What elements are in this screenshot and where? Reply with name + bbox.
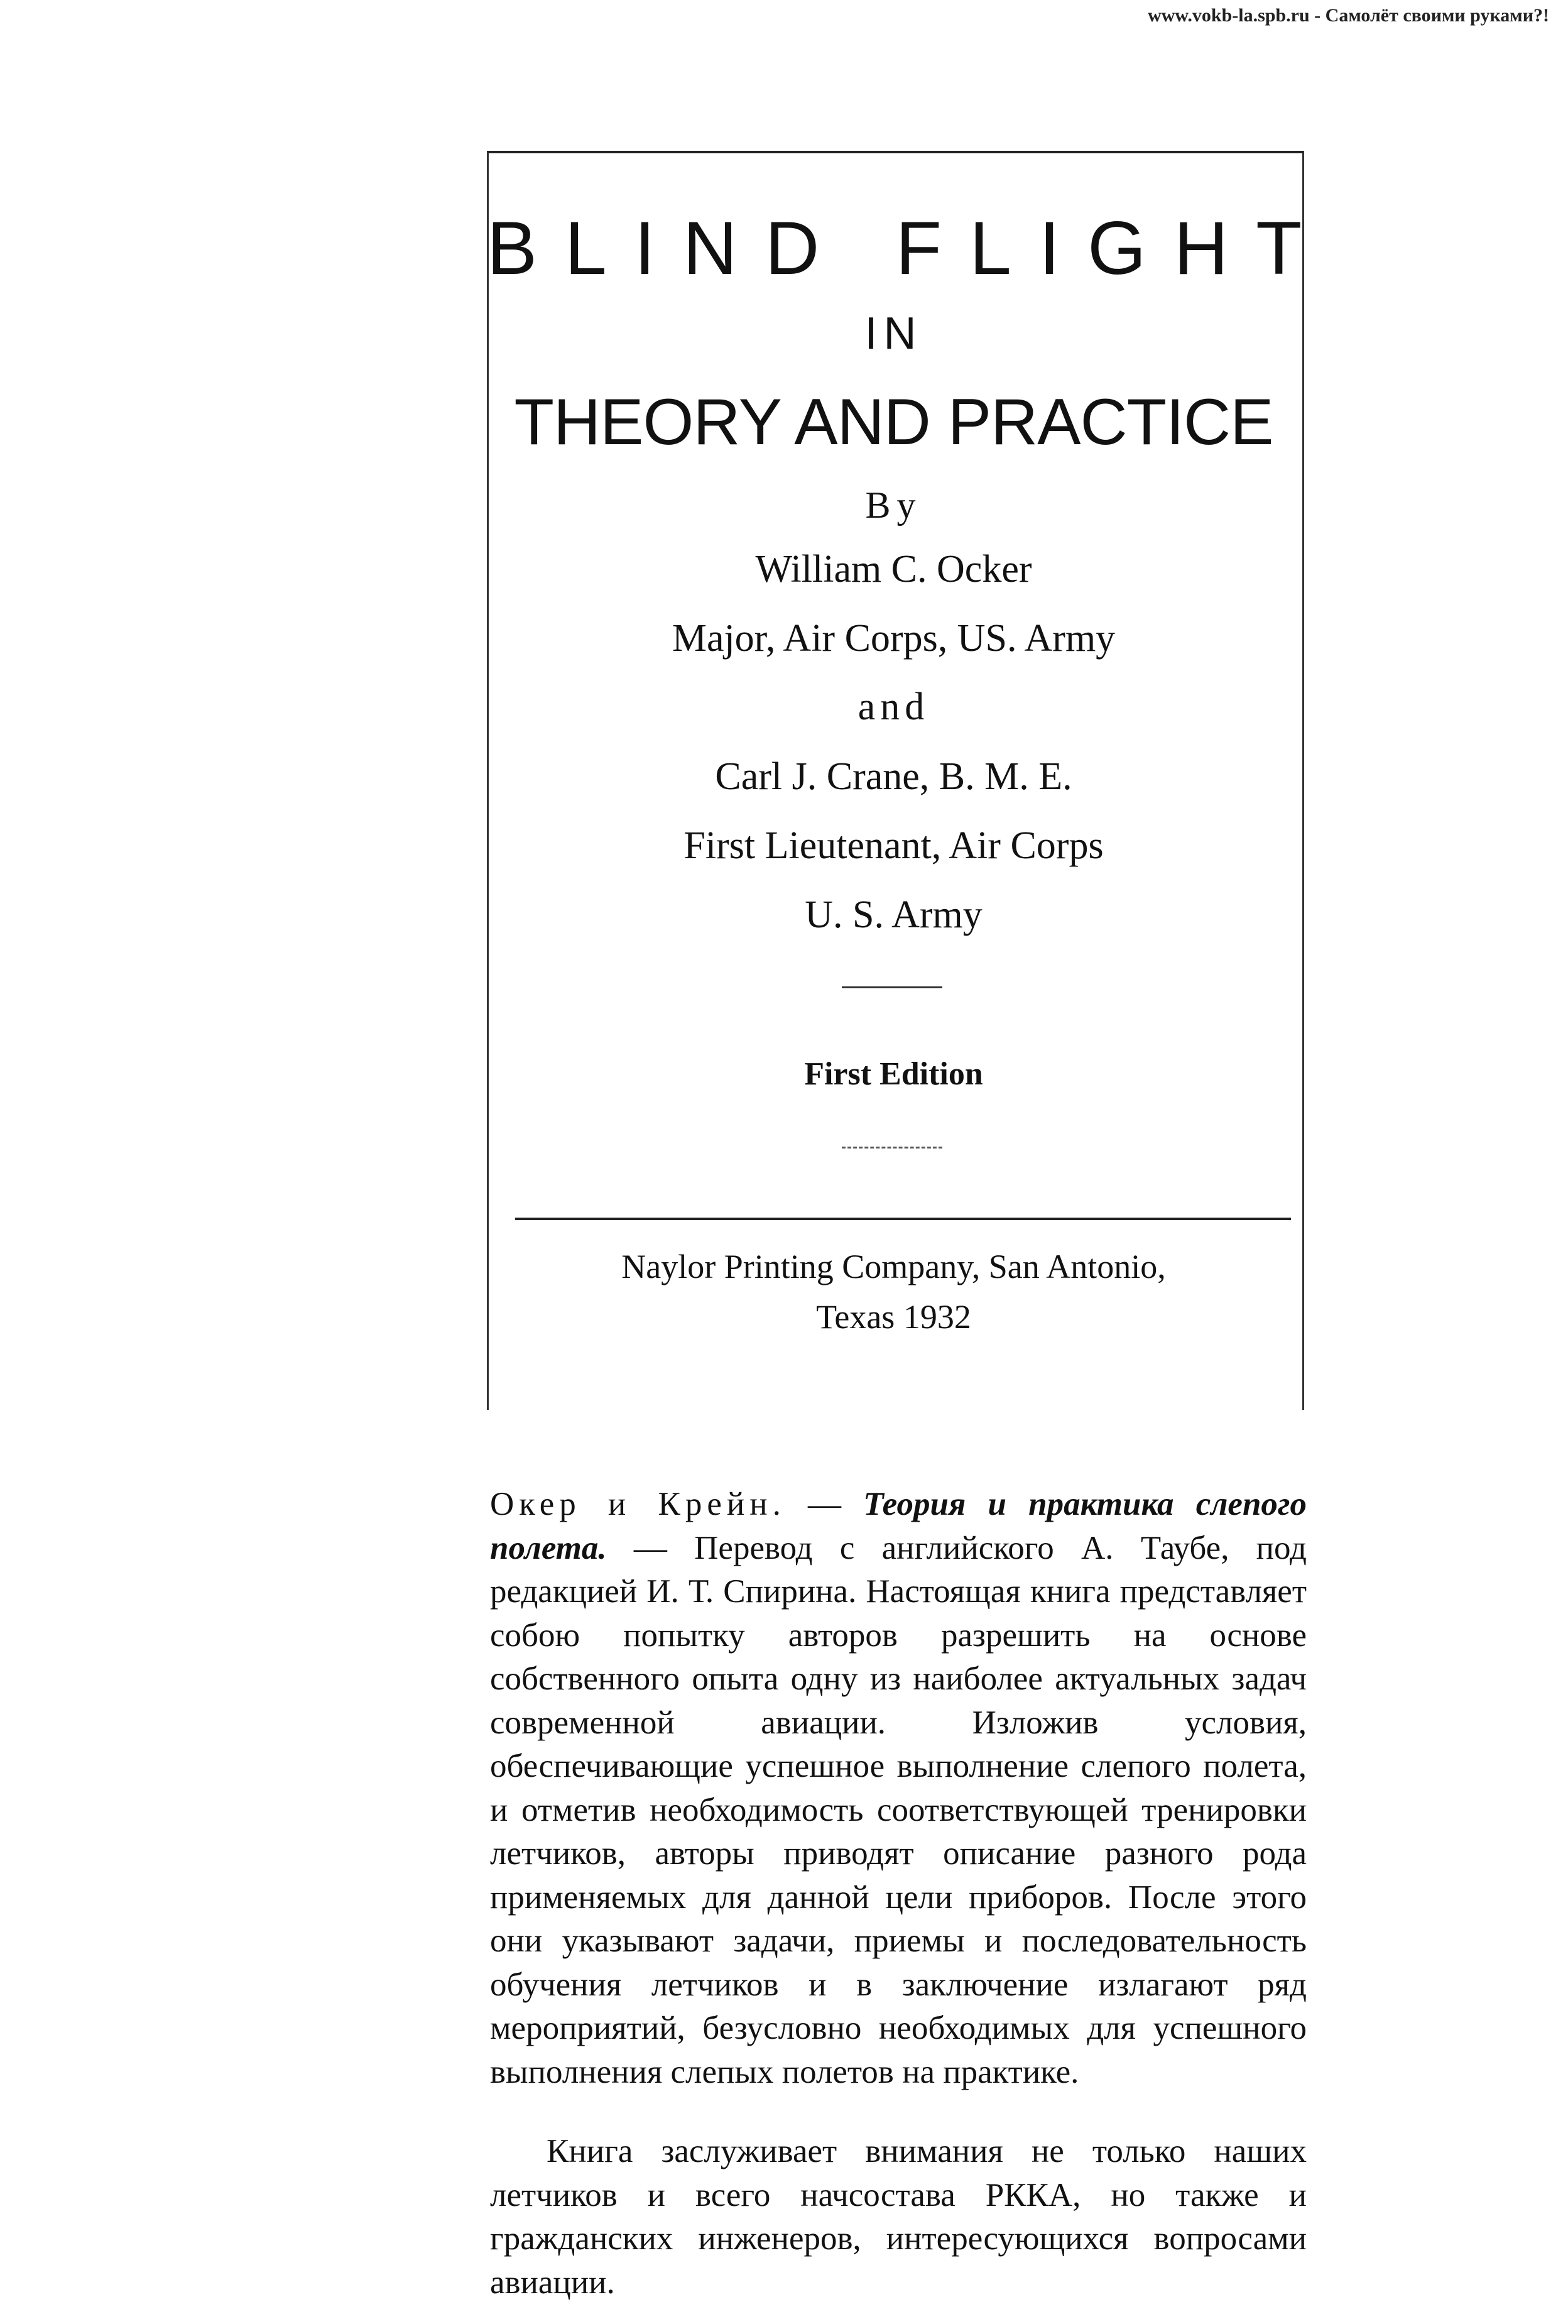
author2-name: Carl J. Crane, B. M. E.	[715, 755, 1072, 798]
and-label: and	[858, 685, 930, 728]
annotation-body: — Перевод с английского А. Таубе, под редакцией И. Т. Спирина. Настоящая книга представляет собою попытку авторов разрешить на основе собственного опыта одну из наиболее актуальных задач современной авиации. Изложив условия, обеспечивающие успешное выполнение слепого полета, и отметив необходимость соответствующей тренировки летчиков, авторы приводят описание разного рода применяемых для данной цели приборов. После этого они указывают задачи, приемы и последовательность обучения летчиков и в заключение излагают ряд мероприятий, безусловно необходимых для успешного выполнения слепых полетов на практике.	[490, 1529, 1307, 2090]
annotation-dash: —	[785, 1486, 864, 1522]
author2-rank: First Lieutenant, Air Corps	[683, 824, 1104, 867]
book-title-line3: THEORY AND PRACTICE	[514, 386, 1273, 459]
author1-rank: Major, Air Corps, US. Army	[672, 617, 1116, 660]
by-label: By	[865, 484, 922, 526]
author1-name: William C. Ocker	[755, 548, 1032, 591]
book-title-line1: BLIND FLIGHT	[487, 206, 1330, 290]
annotation-book-title: Теория и практика слепого полета.	[490, 1486, 1307, 1566]
annotation-authors: Окер и Крейн.	[490, 1486, 786, 1522]
publisher-line2: Texas 1932	[816, 1298, 971, 1336]
publisher-rule	[515, 1218, 1291, 1220]
author2-unit: U. S. Army	[805, 893, 983, 936]
annotation-paragraph	[490, 1483, 1307, 2094]
annotation-paragraph-2: Книга заслуживает внимания не только наших летчиков и всего начсостава РККА, но также и гражданских инженеров, интересующихся вопросами авиации.	[490, 2133, 1307, 2301]
edition-label: First Edition	[804, 1056, 983, 1092]
divider-short	[842, 986, 942, 988]
book-title-line2: IN	[864, 308, 923, 359]
watermark: www.vokb-la.spb.ru - Самолёт своими руками?!	[1148, 5, 1549, 26]
publisher-line1: Naylor Printing Company, San Antonio,	[621, 1248, 1166, 1285]
divider-dashed	[842, 1147, 942, 1148]
